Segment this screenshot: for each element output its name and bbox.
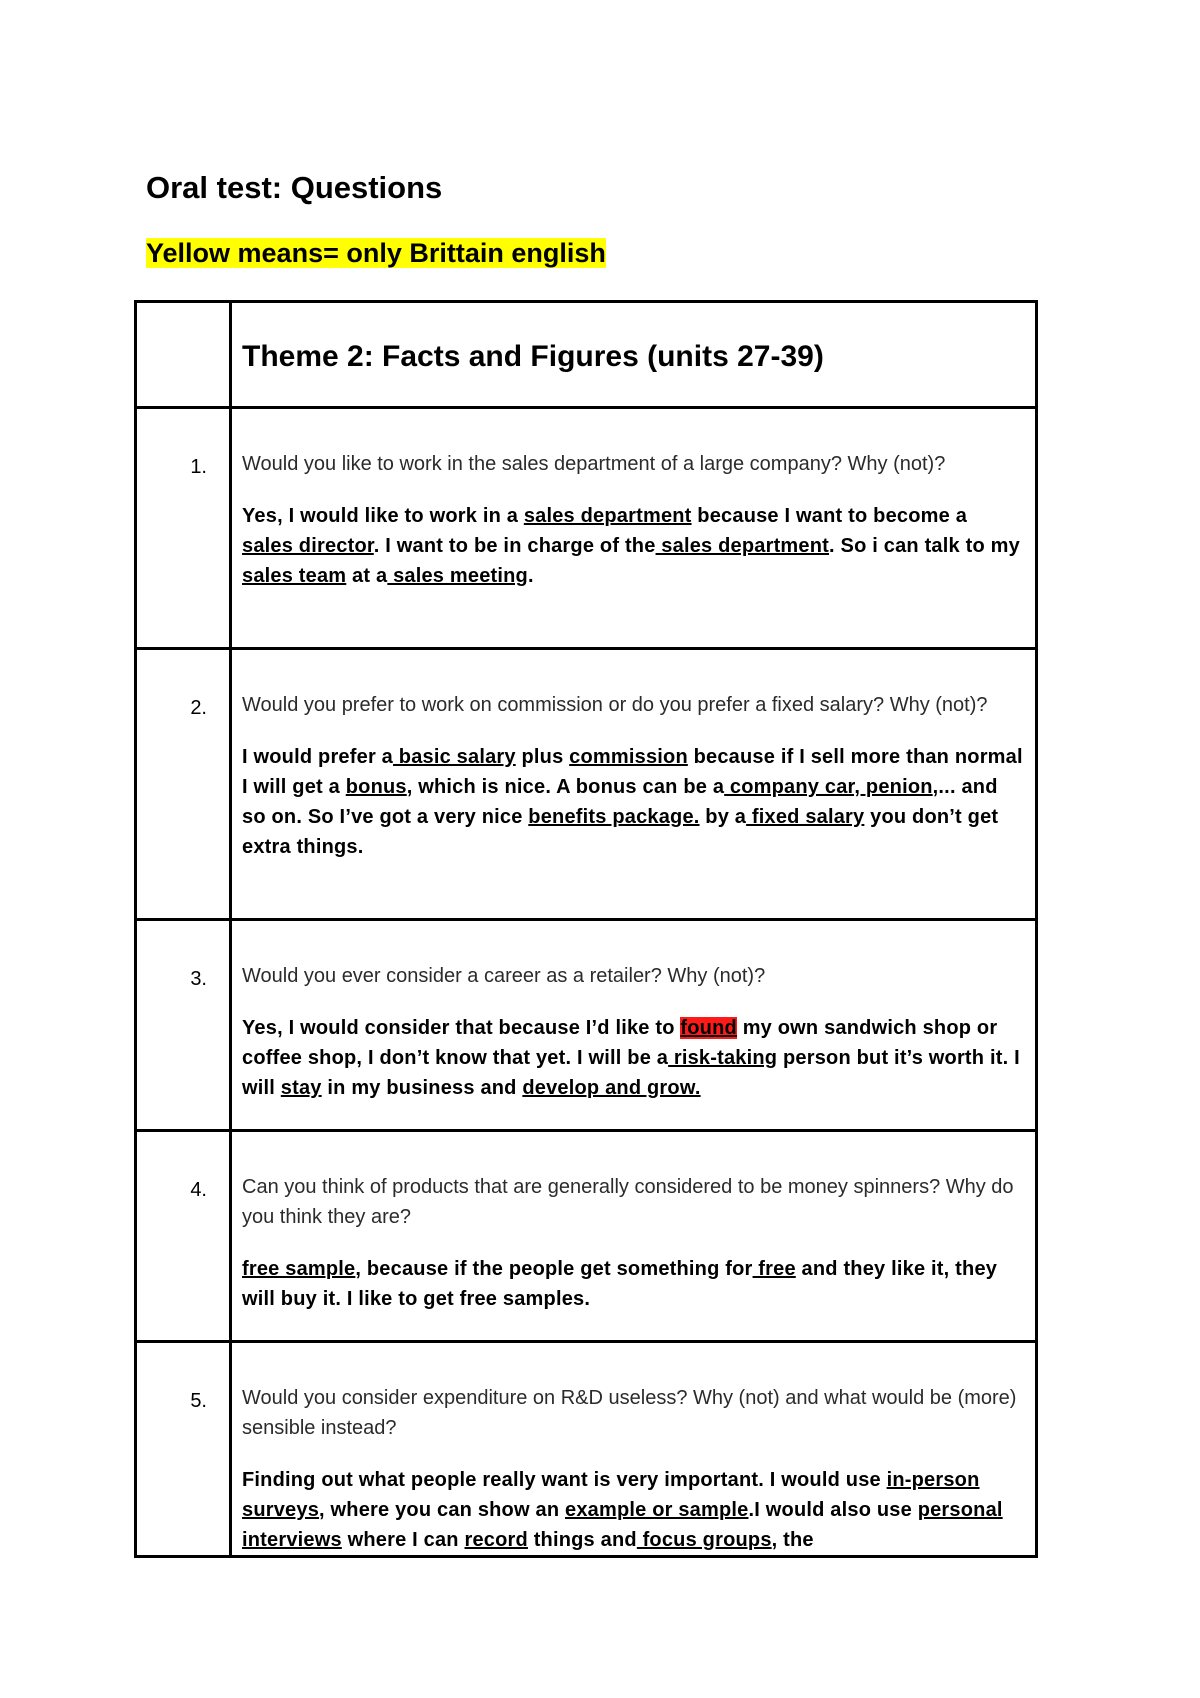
question-content-cell <box>231 408 1037 649</box>
answer-segment: plus <box>515 746 570 768</box>
question-text: Would you consider expenditure on R&D useless? Why (not) and what would be (more) sensible instead? <box>242 1387 1017 1439</box>
underlined-term: example or sample <box>565 1499 749 1521</box>
underlined-term: free <box>752 1258 796 1280</box>
question-content-cell <box>231 1131 1037 1342</box>
header-theme-cell <box>231 302 1037 408</box>
underlined-term: develop and grow. <box>522 1077 701 1099</box>
question-text: Would you ever consider a career as a retailer? Why (not)? <box>242 965 766 987</box>
question-row <box>136 1131 1037 1342</box>
answer-segment: , because if the people get something for <box>355 1258 753 1280</box>
question-number-cell <box>136 1131 231 1342</box>
underlined-term: sales department <box>523 505 692 527</box>
question-content <box>232 1132 1035 1314</box>
answer-segment: ,... and so on. So I’ve got a very nice <box>242 776 998 828</box>
question-content <box>232 921 1035 1103</box>
underlined-term: fixed salary <box>746 806 865 828</box>
underlined-term: commission <box>569 746 688 768</box>
answer-segment: Yes, I would like to work in a <box>242 505 524 527</box>
yellow-highlight-legend: Yellow means= only Brittain english <box>146 238 606 268</box>
question-content-cell <box>231 649 1037 920</box>
underlined-term: benefits package. <box>528 806 700 828</box>
answer-segment: and they like it, they will buy it. I like to get free samples. <box>242 1258 998 1310</box>
answer-segment: because I want to become a <box>691 505 968 527</box>
answer-segment: where I can <box>341 1529 465 1551</box>
underlined-term: company car, penion <box>724 776 933 798</box>
answer-text <box>242 501 1023 591</box>
answer-segment: my own sandwich shop or coffee shop, I don’t know that yet. I will be a <box>242 1017 998 1069</box>
underlined-term: record <box>464 1529 528 1551</box>
underlined-term: focus groups <box>636 1529 772 1551</box>
legend-note <box>146 236 606 270</box>
underlined-term: sales director <box>242 535 374 557</box>
answer-segment: , the <box>771 1529 814 1551</box>
answer-segment: in my business and <box>321 1077 523 1099</box>
question-content <box>232 1343 1035 1555</box>
questions-table <box>134 300 1038 1558</box>
underlined-term: free sample <box>242 1258 356 1280</box>
question-row <box>136 649 1037 920</box>
question-row <box>136 920 1037 1131</box>
answer-segment: person but it’s worth it. I will <box>242 1047 1020 1099</box>
answer-segment: Finding out what people really want is very important. I would use <box>242 1469 887 1491</box>
underlined-term: basic salary <box>393 746 516 768</box>
answer-segment: things and <box>527 1529 637 1551</box>
answer-segment: . So i can talk to my <box>829 535 1020 557</box>
underlined-term: sales team <box>242 565 347 587</box>
answer-segment: , where you can show an <box>319 1499 565 1521</box>
answer-segment: you don’t get extra things. <box>242 806 999 858</box>
question-number-cell <box>136 1342 231 1557</box>
answer-segment: at a <box>346 565 388 587</box>
answer-text <box>242 1013 1023 1103</box>
answer-segment: by a <box>699 806 747 828</box>
question-number: 1. <box>190 456 207 478</box>
question-number: 4. <box>190 1179 207 1201</box>
question-row <box>136 408 1037 649</box>
table-header-row <box>136 302 1037 408</box>
question-content <box>232 650 1035 862</box>
answer-segment: Yes, I would consider that because I’d like to <box>242 1017 681 1039</box>
theme-title: Theme 2: Facts and Figures (units 27-39) <box>242 340 824 373</box>
question-content-cell <box>231 920 1037 1131</box>
answer-segment: because if I sell more than normal I will get a <box>242 746 1023 798</box>
underlined-term: sales department <box>655 535 830 557</box>
answer-text <box>242 1254 1023 1314</box>
answer-text <box>242 1465 1023 1555</box>
question-row <box>136 1342 1037 1557</box>
answer-segment: I would prefer a <box>242 746 394 768</box>
answer-text <box>242 742 1023 862</box>
question-text: Can you think of products that are generally considered to be money spinners? Why do you think they are? <box>242 1176 1014 1228</box>
underlined-term: stay <box>280 1077 322 1099</box>
answer-segment: . <box>527 565 534 587</box>
underlined-term: bonus <box>345 776 407 798</box>
header-number-cell <box>136 302 231 408</box>
answer-segment: , which is nice. A bonus can be a <box>406 776 725 798</box>
question-number-cell <box>136 920 231 1131</box>
underlined-term: in-person surveys <box>242 1469 980 1521</box>
underlined-term: sales meeting <box>387 565 528 587</box>
page-title: Oral test: Questions <box>146 170 443 205</box>
question-content-cell <box>231 1342 1037 1557</box>
answer-segment: .I would also use <box>748 1499 918 1521</box>
red-highlighted-term: found <box>680 1017 737 1039</box>
underlined-term: personal interviews <box>242 1499 1003 1551</box>
question-text: Would you like to work in the sales department of a large company? Why (not)? <box>242 453 946 475</box>
answer-segment: . I want to be in charge of the <box>373 535 656 557</box>
question-number-cell <box>136 408 231 649</box>
underlined-term: risk-taking <box>668 1047 778 1069</box>
question-number-cell <box>136 649 231 920</box>
question-number: 3. <box>190 968 207 990</box>
question-number: 2. <box>190 697 207 719</box>
question-number: 5. <box>190 1390 207 1412</box>
question-content <box>232 409 1035 591</box>
question-text: Would you prefer to work on commission or do you prefer a fixed salary? Why (not)? <box>242 694 988 716</box>
